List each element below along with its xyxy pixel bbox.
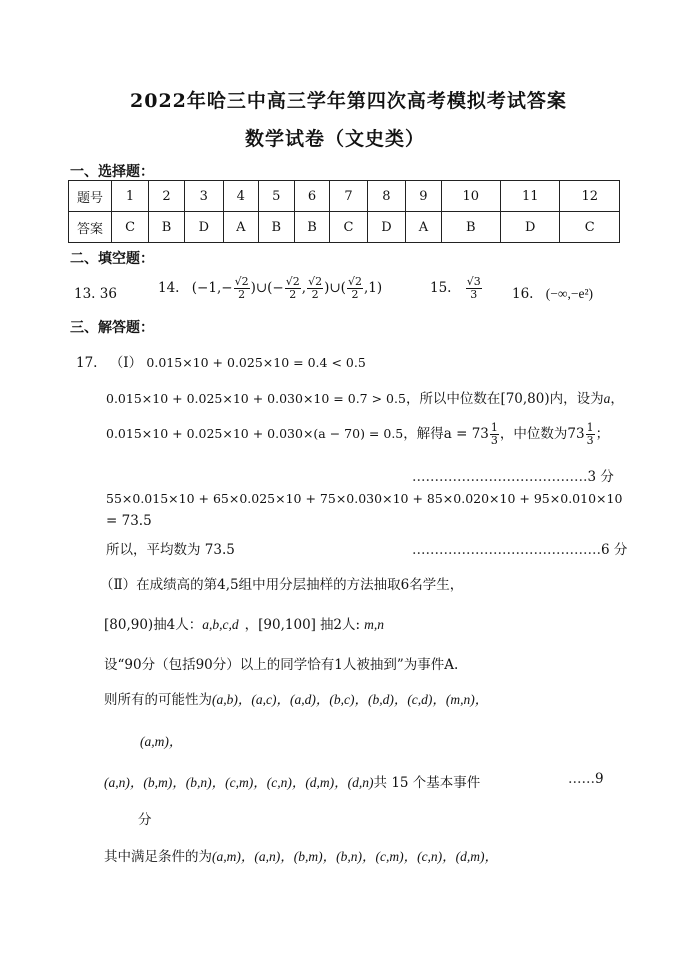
q14-part: ,1) <box>363 280 383 296</box>
fraction <box>285 276 301 301</box>
fraction-denominator: 2 <box>289 288 297 301</box>
text: 内，设为 <box>549 391 604 407</box>
section-heading-solution: 三、解答题： <box>70 320 154 336</box>
score: 6 分 <box>601 542 628 558</box>
fraction-numerator: √2 <box>234 275 249 288</box>
score-marker-9 <box>568 771 604 787</box>
table-cell: 6 <box>294 181 330 212</box>
table-cell: B <box>258 212 294 243</box>
text: 抽2人: <box>319 617 361 633</box>
table-cell: 10 <box>441 181 500 212</box>
table-cell: 11 <box>500 181 559 212</box>
table-cell: 8 <box>367 181 406 212</box>
table-header-cell: 答案 <box>69 212 112 243</box>
q14-part: )∪( <box>324 280 346 296</box>
table-cell: D <box>500 212 559 243</box>
q17-line1 <box>76 351 366 371</box>
q16-value: (−∞,−e²) <box>545 286 594 301</box>
fraction-numerator: √2 <box>347 275 362 288</box>
table-cell: C <box>112 212 149 243</box>
mean-calc-line2: = 73.5 <box>106 513 152 529</box>
part1-label: （Ⅰ） <box>109 355 143 371</box>
answer-table <box>68 180 620 243</box>
leader-dots: ………………………………… <box>412 469 588 485</box>
all-cases-line2: (a,m)， <box>140 734 183 749</box>
leader-dots: …………………………………… <box>412 542 601 558</box>
all-cases-line3 <box>104 771 480 791</box>
fraction-numerator: √3 <box>466 275 481 288</box>
text: 共 15 个基本事件 <box>373 775 481 791</box>
q14-part: (−1,− <box>191 280 233 296</box>
calc-line: 0.015×10 + 0.025×10 + 0.030×10 = 0.7 > 0.5 <box>106 391 406 406</box>
fraction <box>466 276 482 301</box>
interval: [70,80) <box>500 391 550 407</box>
cases: (a,m)，(a,n)，(b,m)，(b,n)，(c,m)，(c,n)，(d,m)， <box>212 849 499 864</box>
section-heading-choice: 一、选择题： <box>70 164 154 180</box>
all-cases-line1 <box>104 688 488 708</box>
part2-intro: （Ⅱ）在成绩高的第4,5组中用分层抽样的方法抽取6名学生， <box>100 577 464 593</box>
table-cell: D <box>184 212 223 243</box>
fraction-denominator: 3 <box>490 434 498 447</box>
q14-part: , <box>301 280 307 296</box>
value: 73 <box>567 426 585 442</box>
text: 抽4人： <box>153 617 203 633</box>
table-cell: 2 <box>149 181 185 212</box>
table-cell: B <box>441 212 500 243</box>
favorable-cases-line <box>104 845 498 865</box>
table-cell: A <box>223 212 258 243</box>
fraction <box>347 276 363 301</box>
table-cell: B <box>149 212 185 243</box>
text: ，中位数为 <box>499 426 568 442</box>
q17-label: 17. <box>76 355 98 371</box>
fraction <box>307 276 323 301</box>
interval: ，[90,100] <box>244 617 316 633</box>
score: 9 <box>595 771 604 787</box>
table-cell: 4 <box>223 181 258 212</box>
interval: [80,90) <box>104 617 154 633</box>
page-title: 2022年哈三中高三学年第四次高考模拟考试答案 <box>130 90 567 112</box>
table-cell: 3 <box>184 181 223 212</box>
answer-q16 <box>512 286 593 302</box>
text: ，解得 <box>403 426 444 442</box>
calc-line: 0.015×10 + 0.025×10 = 0.4 < 0.5 <box>146 355 366 370</box>
median-solve-line <box>106 422 609 447</box>
leader-dots: …… <box>568 771 595 787</box>
table-cell: 5 <box>258 181 294 212</box>
members: m,n <box>364 617 384 632</box>
fraction-numerator: 1 <box>490 421 498 434</box>
members: a,b,c,d <box>202 617 239 632</box>
text: 其中满足条件的为 <box>104 849 212 865</box>
fraction-denominator: 2 <box>311 288 319 301</box>
score-marker-3 <box>412 465 614 485</box>
fraction <box>234 276 250 301</box>
page-subtitle: 数学试卷（文史类） <box>245 128 426 150</box>
q14-label: 14. <box>158 280 180 296</box>
table-cell: B <box>294 212 330 243</box>
mean-conclusion: 所以，平均数为 73.5 <box>106 542 235 558</box>
table-cell: A <box>406 212 441 243</box>
answer-q15 <box>430 276 483 301</box>
equation: a = 73 <box>443 426 489 442</box>
text: ； <box>595 426 610 442</box>
text: ，所以中位数在 <box>405 391 501 407</box>
q15-label: 15. <box>430 280 452 296</box>
q14-part: )∪(− <box>250 280 284 296</box>
calc-line: 0.015×10 + 0.025×10 + 0.030×(a − 70) = 0.5 <box>106 426 404 441</box>
text: 则所有的可能性为 <box>104 692 212 708</box>
mean-calc-line1: 55×0.015×10 + 65×0.025×10 + 75×0.030×10 + 85×0.020×10 + 95×0.010×10 <box>106 491 623 506</box>
score-unit-9: 分 <box>138 812 152 828</box>
fraction-denominator: 2 <box>238 288 246 301</box>
fraction-numerator: √2 <box>285 275 300 288</box>
table-cell: C <box>330 212 367 243</box>
cases: (a,b)，(a,c)，(a,d)，(b,c)，(b,d)，(c,d)，(m,n)， <box>212 692 489 707</box>
fraction <box>490 422 499 447</box>
section-heading-fill: 二、填空题： <box>70 251 154 267</box>
table-row-question-numbers <box>69 181 620 212</box>
fraction <box>586 422 595 447</box>
fraction-denominator: 3 <box>470 288 478 301</box>
fraction-numerator: √2 <box>308 275 323 288</box>
fraction-denominator: 3 <box>586 434 594 447</box>
table-cell: 7 <box>330 181 367 212</box>
table-cell: 9 <box>406 181 441 212</box>
score-marker-6 <box>412 538 627 558</box>
table-row-answers <box>69 212 620 243</box>
cases: (a,n)，(b,m)，(b,n)，(c,m)，(c,n)，(d,m)，(d,n) <box>104 775 374 790</box>
text: ， <box>610 391 624 407</box>
table-cell: 1 <box>112 181 149 212</box>
table-cell: D <box>367 212 406 243</box>
table-header-cell: 题号 <box>69 181 112 212</box>
q16-label: 16. <box>512 286 534 302</box>
score: 3 分 <box>587 469 614 485</box>
table-cell: C <box>560 212 620 243</box>
fraction-denominator: 2 <box>351 288 359 301</box>
median-location-line <box>106 387 624 407</box>
table-cell: 12 <box>560 181 620 212</box>
variable: a <box>603 391 611 406</box>
fraction-numerator: 1 <box>586 421 594 434</box>
strata-line <box>104 613 384 633</box>
answer-q14 <box>158 276 382 301</box>
event-definition: 设“90分（包括90分）以上的同学恰有1人被抽到”为事件A. <box>104 657 459 673</box>
answer-q13: 13. 36 <box>74 286 117 302</box>
